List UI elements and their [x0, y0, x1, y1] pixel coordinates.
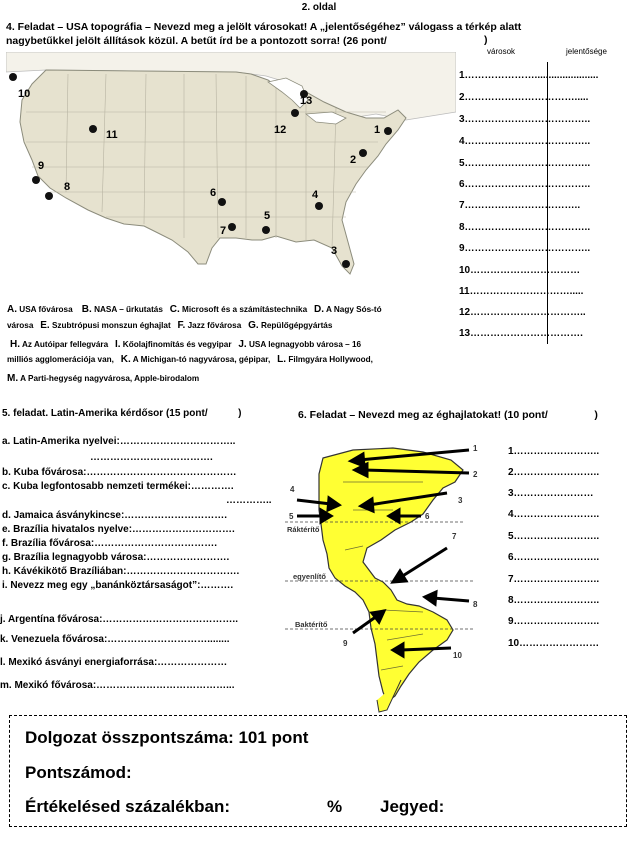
city-dot-5: [262, 226, 270, 234]
q6-answer-line-8[interactable]: 8……………………..: [508, 595, 600, 606]
score-summary-box: [9, 715, 627, 827]
q6-answer-line-9[interactable]: 9……………………..: [508, 616, 600, 627]
map-label-6: 6: [210, 187, 217, 199]
q4-answer-line-11[interactable]: 11………………………….....: [459, 286, 584, 297]
americas-map: [283, 430, 488, 715]
col-header-cities: városok: [487, 47, 516, 56]
q5-line-b[interactable]: b. Kuba fővárosa:………………………………………: [2, 467, 237, 478]
q4-title-line1: 4. Feladat – USA topográfia – Nevezd meg a jelölt városokat! A „jelentőségéhez” válogass a térkép alatt: [6, 21, 522, 33]
q6-answer-line-4[interactable]: 4……………………..: [508, 509, 600, 520]
q6-map-num-1: 1: [473, 444, 478, 453]
page-number: 2. oldal: [301, 2, 337, 13]
city-dot-4: [315, 202, 323, 210]
q5-line-h[interactable]: h. Kávékikötő Brazíliában:…………………………….: [2, 566, 240, 577]
q5-line-j[interactable]: j. Argentína fővárosa:…………………………………..: [0, 614, 238, 625]
map-label-5: 5: [264, 210, 271, 222]
equator-label: egyenlítő: [293, 572, 326, 581]
q4-answer-line-10[interactable]: 10……………………………: [459, 265, 581, 276]
map-label-2: 2: [350, 154, 357, 166]
score-field[interactable]: Pontszámod:: [25, 763, 132, 782]
map-label-4: 4: [312, 189, 319, 201]
map-label-10: 10: [18, 88, 31, 100]
usa-map: [6, 52, 456, 302]
city-dot-8: [45, 192, 53, 200]
tropic-of-capricorn-label: Baktérítő: [295, 620, 328, 629]
q4-answer-line-6[interactable]: 6………………………………..: [459, 179, 591, 190]
q5-line-c-cont[interactable]: …………..: [226, 495, 272, 506]
q4-answer-line-5[interactable]: 5………………………………..: [459, 158, 591, 169]
map-label-12: 12: [274, 124, 287, 136]
city-dot-11: [89, 125, 97, 133]
q4-answer-line-13[interactable]: 13…………………………….: [459, 328, 583, 339]
q5-line-m[interactable]: m. Mexikó fővárosa:…………………………………...: [0, 680, 235, 691]
q4-answer-line-7[interactable]: 7……………………………..: [459, 200, 581, 211]
q6-map-num-4: 4: [290, 485, 295, 494]
q6-map-num-5: 5: [289, 512, 294, 521]
percent-sign: %: [327, 797, 343, 816]
q6-answer-line-7[interactable]: 7……………………..: [508, 574, 600, 585]
q5-line-l[interactable]: l. Mexikó ásványi energiaforrása:…………………: [0, 657, 228, 668]
percent-field-label[interactable]: Értékelésed százalékban:: [25, 797, 231, 816]
q6-map-num-2: 2: [473, 470, 478, 479]
q6-map-num-7: 7: [452, 532, 457, 541]
q6-map-num-10: 10: [453, 651, 462, 660]
tropic-of-cancer-label: Ráktérítő: [287, 525, 320, 534]
city-dot-6: [218, 198, 226, 206]
q4-legend-row-2: városa E. Szubtrópusi monszun éghajlat F. Jazz fővárosa G. Repülőgépgyártás: [7, 320, 333, 331]
q5-line-e[interactable]: e. Brazília hivatalos nyelve:………………………….: [2, 524, 235, 535]
map-label-11: 11: [106, 129, 118, 141]
map-label-8: 8: [64, 181, 71, 193]
q6-map-num-8: 8: [473, 600, 478, 609]
map-label-7: 7: [220, 225, 227, 237]
q6-answer-line-10[interactable]: 10……………………: [508, 638, 600, 649]
grade-field[interactable]: Jegyed:: [380, 797, 445, 816]
q5-line-c[interactable]: c. Kuba legfontosabb nemzeti termékei:………….: [2, 481, 234, 492]
q4-answer-line-8[interactable]: 8………………………………..: [459, 222, 591, 233]
q4-answer-line-4[interactable]: 4………………………………..: [459, 136, 591, 147]
q5-line-d[interactable]: d. Jamaica ásványkincse:………………………….: [2, 510, 228, 521]
q5-title: 5. feladat. Latin-Amerika kérdősor (15 pont/ ): [2, 408, 242, 419]
q6-answer-line-2[interactable]: 2……………………..: [508, 467, 600, 478]
q6-map-num-6: 6: [425, 512, 430, 521]
q5-line-i[interactable]: i. Nevezz meg egy „banánköztársaságot”:……….: [2, 580, 234, 591]
map-label-3: 3: [331, 245, 338, 257]
q4-title-close: ): [484, 34, 488, 46]
q6-map-num-3: 3: [458, 496, 463, 505]
city-dot-12: [291, 109, 299, 117]
q4-answer-line-1[interactable]: 1………………….......................: [459, 70, 599, 81]
map-label-9: 9: [38, 160, 45, 172]
q6-map-num-9: 9: [343, 639, 348, 648]
city-dot-2: [359, 149, 367, 157]
q4-answer-line-3[interactable]: 3………………………………..: [459, 114, 591, 125]
q4-answer-line-9[interactable]: 9………………………………..: [459, 243, 591, 254]
q4-legend-row-1: A. USA fővárosa B. NASA – űrkutatás C. Microsoft és a számítástechnika D. A Nagy Sós-tó: [7, 304, 382, 315]
q5-line-g[interactable]: g. Brazília legnagyobb városa:…………………….: [2, 552, 230, 563]
city-dot-3: [342, 260, 350, 268]
q6-answer-line-5[interactable]: 5……………………..: [508, 531, 600, 542]
q5-line-k[interactable]: k. Venezuela fővárosa:…………………………........: [0, 634, 230, 645]
city-dot-1: [384, 127, 392, 135]
q6-title: 6. Feladat – Nevezd meg az éghajlatokat! (10 pont/ ): [298, 409, 598, 421]
total-points: Dolgozat összpontszáma: 101 pont: [25, 728, 309, 747]
q5-line-a-cont[interactable]: ……………………………….: [90, 452, 213, 463]
q4-answer-line-12[interactable]: 12……………………………..: [459, 307, 586, 318]
map-label-1: 1: [374, 124, 381, 136]
q5-line-f[interactable]: f. Brazília fővárosa:……………………………….: [2, 538, 218, 549]
arrow-10: [401, 648, 451, 650]
q6-answer-line-6[interactable]: 6……………………..: [508, 552, 600, 563]
q4-legend-row-5: M. A Parti-hegység nagyvárosa, Apple-birodalom: [7, 373, 200, 384]
city-dot-9: [32, 176, 40, 184]
q4-title: [6, 20, 521, 48]
q4-title-line2: nagybetűkkel jelölt állítások közül. A betűt írd be a pontozott sorra! (26 pont/: [6, 35, 387, 47]
q4-legend-row-4: milliós agglomerációja van, K. A Michigan-tó nagyvárosa, gépipar, L. Filmgyára Hollywood,: [7, 354, 373, 365]
map-label-13: 13: [300, 95, 313, 107]
q6-answer-line-1[interactable]: 1……………………..: [508, 446, 600, 457]
q4-legend-row-3: H. Az Autóipar fellegvára I. Kőolajfinomítás és vegyipar J. USA legnagyobb városa – 16: [10, 339, 362, 350]
city-dot-10: [9, 73, 17, 81]
q6-answer-line-3[interactable]: 3……………………: [508, 488, 594, 499]
q4-answer-line-2[interactable]: 2…………………………….....: [459, 92, 589, 103]
col-header-significance: jelentősége: [566, 47, 607, 56]
q5-line-a[interactable]: a. Latin-Amerika nyelvei:……………………………..: [2, 436, 236, 447]
city-dot-7: [228, 223, 236, 231]
